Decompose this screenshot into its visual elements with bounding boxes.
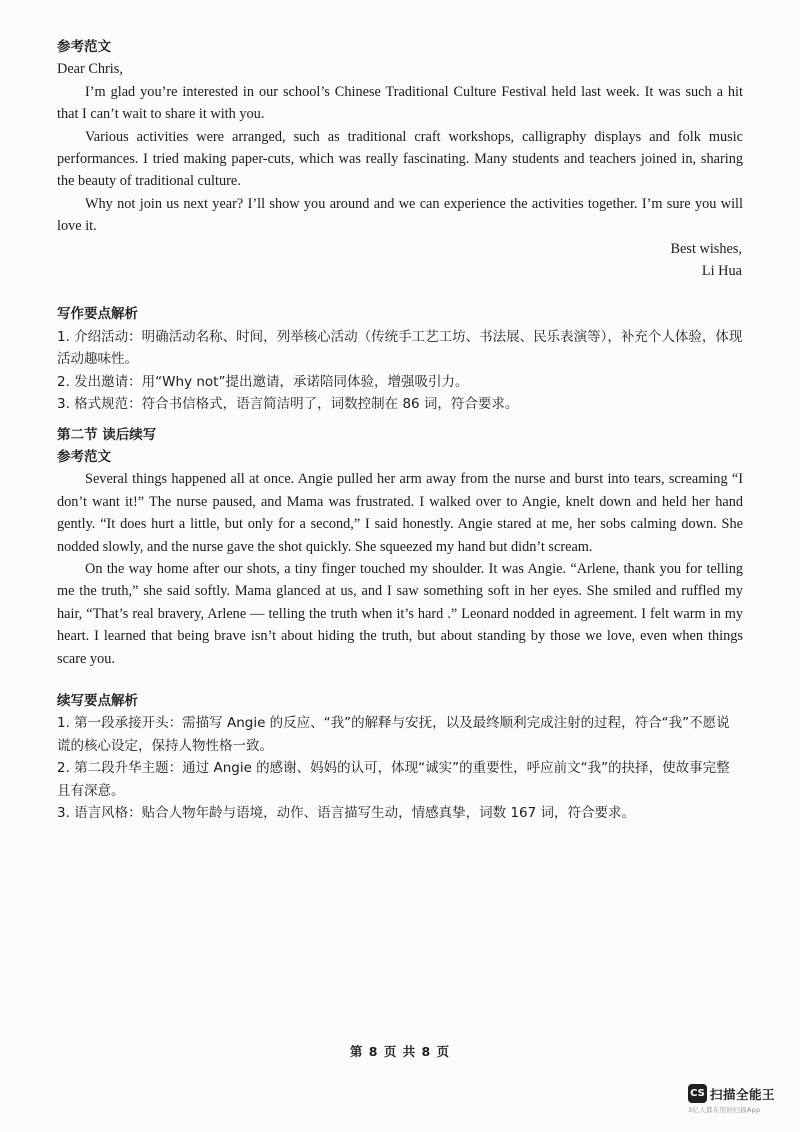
scanner-watermark <box>688 1084 788 1124</box>
letter-salutation: Dear Chris, <box>57 61 123 78</box>
analysis-point: 3. 语言风格：贴合人物年龄与语境，动作、语言描写生动，情感真挚，词数 167 词，符合要求。 <box>57 805 636 821</box>
story-paragraph: Several things happened all at once. Angie pulled her arm away from the nurse and burst into tears, screaming “I don’t want it!” The nurse paused, and Mama was frustrated. I walked over to Angie, knelt down and held her hand gently. “It does hurt a little, but only for a second,” I said honestly. Angie stared at me, her sobs calming down. She nodded slowly, and the nurse gave the shot quickly. She squeezed my hand but didn’t scream. <box>57 471 743 555</box>
section-two-title: 第二节 读后续写 <box>57 426 157 443</box>
watermark-brand: 扫描全能王 <box>710 1086 776 1102</box>
model-essay-heading: 参考范文 <box>57 39 111 55</box>
camscanner-logo-icon: CS <box>688 1084 707 1103</box>
story-paragraph: On the way home after our shots, a tiny finger touched my shoulder. It was Angie. “Arlene, thank you for telling me the truth,” she said softly. Mama glanced at us, and I saw something soft in her eyes. She smiled and ruffled my hair, “That’s real bravery, Arlene — telling the truth when it’s hard .” Leonard nodded in agreement. I felt warm in my heart. I learned that being brave isn’t about hiding the truth, but about standing by those we love, even when things scare you. <box>57 560 743 667</box>
analysis-point: 3. 格式规范：符合书信格式，语言简洁明了，词数控制在 86 词，符合要求。 <box>57 396 519 413</box>
analysis-point: 1. 介绍活动：明确活动名称、时间，列举核心活动（传统手工艺工坊、书法展、民乐表演等），补充个人体验，体现活动趣味性。 <box>57 328 743 368</box>
watermark-subtitle: 3亿人都在用的扫描App <box>688 1106 761 1114</box>
letter-signature: Li Hua <box>701 263 742 280</box>
writing-analysis-heading: 写作要点解析 <box>57 306 138 323</box>
letter-closing: Best wishes, <box>670 240 742 257</box>
letter-paragraph: Why not join us next year? I’ll show you around and we can experience the activities together. I’m sure you will love it. <box>57 195 743 235</box>
analysis-point: 2. 发出邀请：用“Why not”提出邀请，承诺陪同体验，增强吸引力。 <box>57 373 469 390</box>
continuation-analysis-heading: 续写要点解析 <box>57 692 138 709</box>
page-content <box>57 36 743 824</box>
letter-paragraph: Various activities were arranged, such as traditional craft workshops, calligraphy displays and folk music performances. I tried making paper-cuts, which was really fascinating. Many students and teachers joined in, sharing the beauty of traditional culture. <box>57 128 743 190</box>
page-number: 第 8 页 共 8 页 <box>349 1044 451 1059</box>
analysis-point: 2. 第二段升华主题：通过 Angie 的感谢、妈妈的认可，体现“诚实”的重要性，呼应前文“我”的抉择，使故事完整且有深意。 <box>57 760 730 799</box>
analysis-point: 1. 第一段承接开头：需描写 Angie 的反应、“我”的解释与安抚，以及最终顺利完成注射的过程，符合“我”不愿说谎的核心设定，保持人物性格一致。 <box>57 715 730 754</box>
continuation-model-heading: 参考范文 <box>57 448 111 465</box>
letter-paragraph: I’m glad you’re interested in our school’s Chinese Traditional Culture Festival held last week. It was such a hit that I can’t wait to share it with you. <box>57 83 743 123</box>
